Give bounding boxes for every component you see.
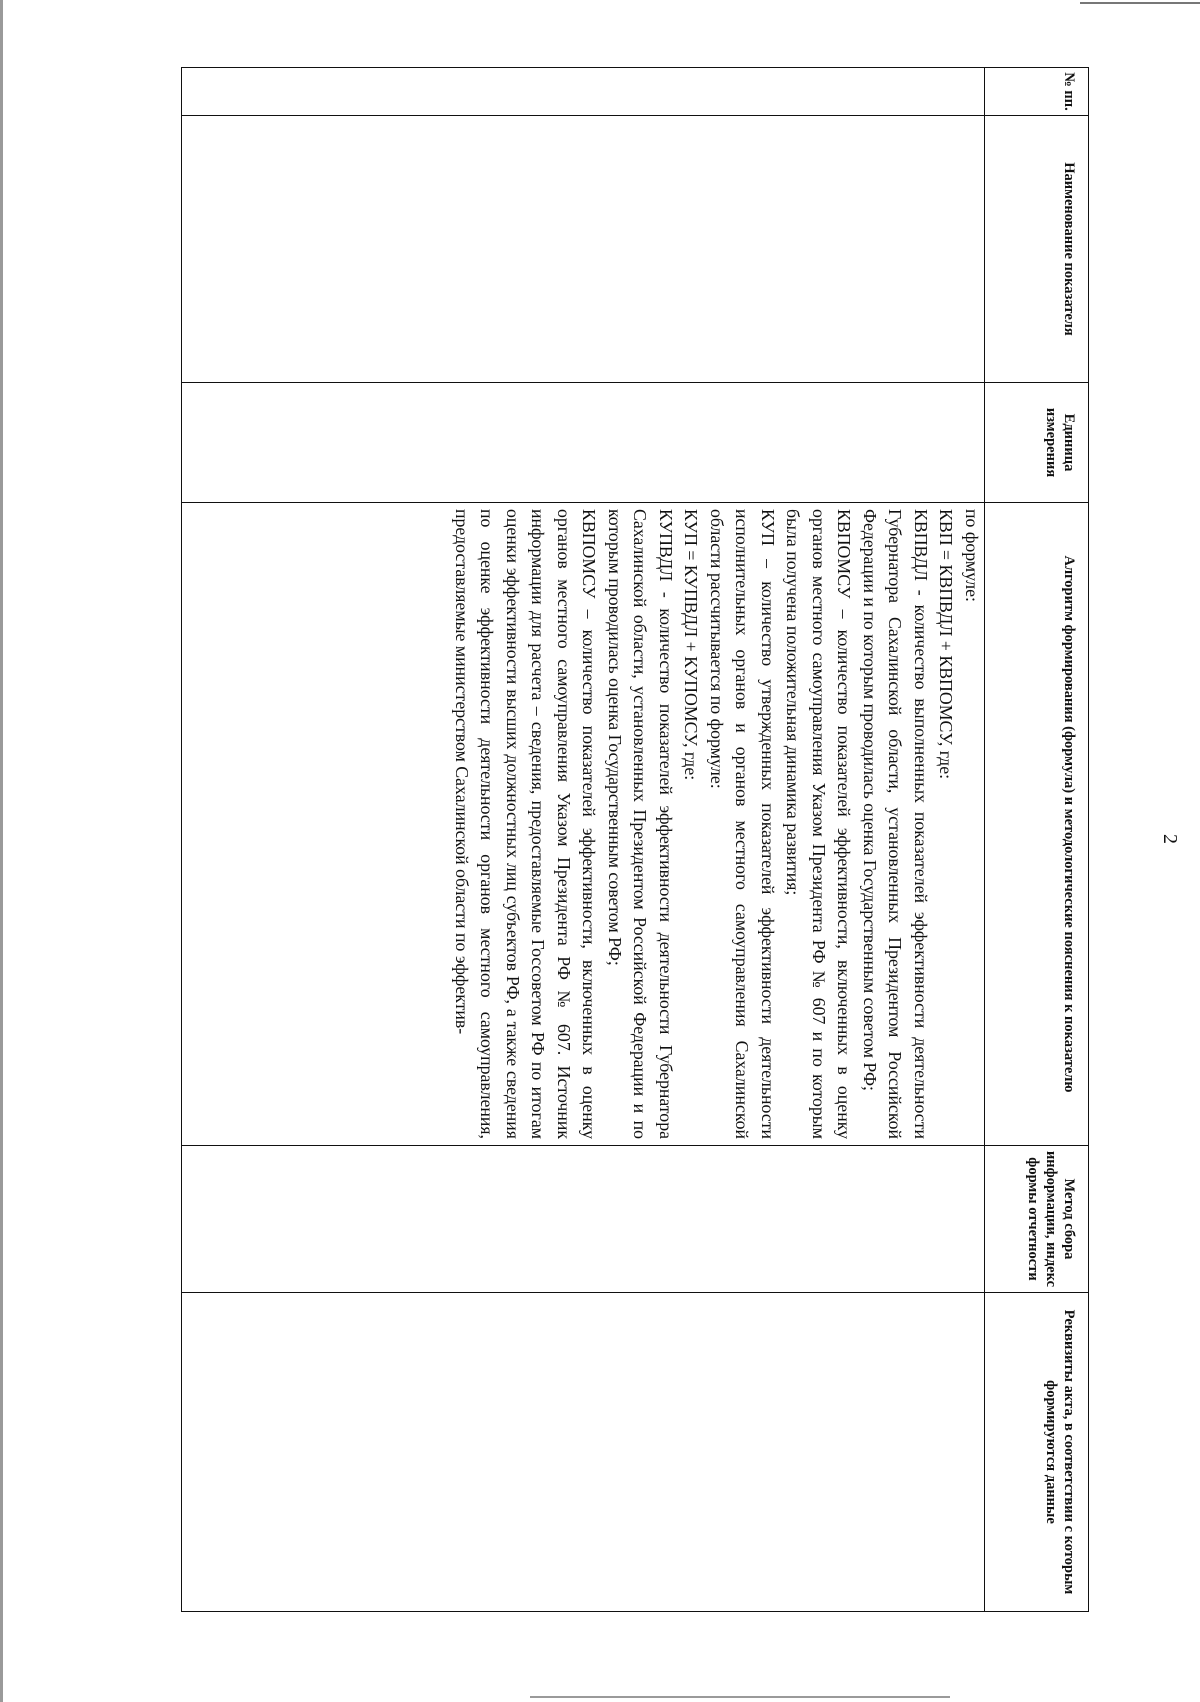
cell-collection-method [182,1146,985,1293]
algorithm-text: по формуле: КВП = КВПВДЛ + КВПОМСУ, где: КВПВДЛ - количество выполненных показателей эффективности деятельности Губернатора Сахалинской области, установленных Президентом Российской Федерации и по которым проводилась оценка Государственным советом РФ; КВПОМСУ – количество показателей эффективности, включенных в оценку органов местного самоуправления Указом Президента РФ № 607 и по которым была получена положительная динамика развития; КУП – количество утвержденных показателей эффективности деятельности исполнительных органов и органов местного самоуправления Сахалинской области рассчитывается по формуле: КУП = КУПВДЛ + КУПОМСУ, где: КУПВДЛ - количество показателей эффективности деятельности Губернатора Сахалинской области, установленных Президентом Российской Федерации и по которым проводилась оценка Государственным советом РФ; КВПОМСУ – количество показателей эффективности, включенных в оценку органов местного самоуправления Указом Президента РФ № 607. Источник информации для расчета – сведения, предоставляемые Госсоветом РФ по итогам оценки эффективности высших должностных лиц субъектов РФ, а также сведения по оценке эффективности деятельности органов местного самоуправления, предоставляемые министерством Сахалинской области по эффектив- [452,509,982,1139]
rotated-document [181,67,1181,1611]
header-act-requisites: Реквизиты акта, в соответствии с которым формируются данные [985,1293,1089,1612]
cell-algorithm [182,503,985,1146]
table-row [182,68,985,1612]
indicator-table [181,67,1089,1612]
cell-unit [182,383,985,503]
page-number: 2 [1159,834,1181,844]
header-unit: Единица измерения [985,383,1089,503]
header-algorithm: Алгоритм формирования (формула) и методологические пояснения к показателю [985,503,1089,1146]
cell-number [182,68,985,116]
header-indicator-name: Наименование показателя [985,116,1089,383]
scan-bottom-edge [530,1696,950,1698]
scan-left-edge [0,0,3,1702]
table-header-row [985,68,1089,1612]
header-collection-method: Метод сбора информации, индекс формы отчетности [985,1146,1089,1293]
cell-act-requisites [182,1293,985,1612]
cell-indicator-name [182,116,985,383]
header-number: № пп. [985,68,1089,116]
scan-top-edge [1080,2,1200,4]
